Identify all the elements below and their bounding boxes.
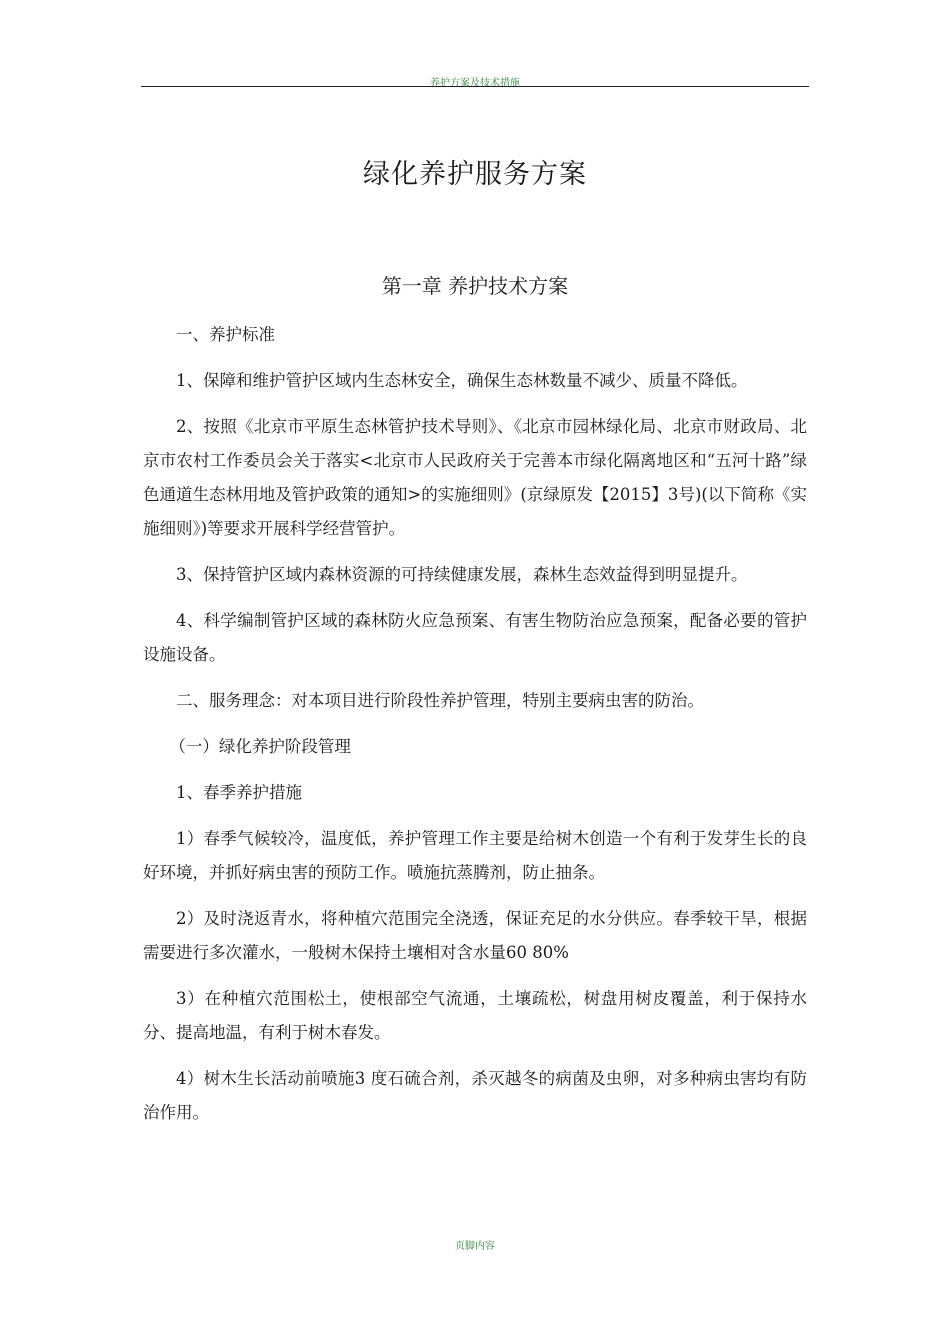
paragraph: 4、科学编制管护区域的森林防火应急预案、有害生物防治应急预案，配备必要的管护设施设备。 (143, 611, 807, 664)
section-heading: 二、服务理念：对本项目进行阶段性养护管理，特别主要病虫害的防治。 (176, 691, 704, 710)
paragraph: 2、按照《北京市平原生态林管护技术导则》、《北京市园林绿化局、北京市财政局、北京市农村工作委员会关于落实<北京市人民政府关于完善本市绿化隔离地区和“五河十路”绿色通道生态林用地及管护政策的通知>的实施细则》(京绿原发【2015】3号)(以下简称《实施细则》)等要求开展科学经营管护。 (143, 417, 807, 538)
header-divider (141, 86, 809, 87)
paragraph: 3）在种植穴范围松土，使根部空气流通，土壤疏松，树盘用树皮覆盖，利于保持水分、提高地温，有利于树木春发。 (143, 989, 807, 1042)
page-footer-text: 页脚内容 (455, 1241, 495, 1252)
subsection-heading: 1、春季养护措施 (176, 783, 302, 802)
paragraph: 3、保持管护区域内森林资源的可持续健康发展，森林生态效益得到明显提升。 (176, 565, 748, 584)
subsection-heading: （一）绿化养护阶段管理 (169, 737, 351, 756)
paragraph: 2）及时浇返青水，将种植穴范围完全浇透，保证充足的水分供应。春季较干旱，根据需要进行多次灌水，一般树木保持土壤相对含水量60 80% (143, 909, 807, 962)
page-header-text: 养护方案及技术措施 (430, 78, 520, 89)
paragraph: 1）春季气候较冷，温度低，养护管理工作主要是给树木创造一个有利于发芽生长的良好环境，并抓好病虫害的预防工作。喷施抗蒸腾剂，防止抽条。 (143, 829, 807, 882)
document-title: 绿化养护服务方案 (363, 159, 587, 190)
paragraph: 4）树木生长活动前喷施3 度石硫合剂，杀灭越冬的病菌及虫卵，对多种病虫害均有防治作用。 (143, 1069, 807, 1122)
chapter-title: 第一章 养护技术方案 (381, 274, 569, 298)
paragraph: 1、保障和维护管护区域内生态林安全，确保生态林数量不减少、质量不降低。 (176, 371, 748, 390)
section-heading: 一、养护标准 (176, 325, 275, 344)
document-body (143, 318, 807, 1142)
